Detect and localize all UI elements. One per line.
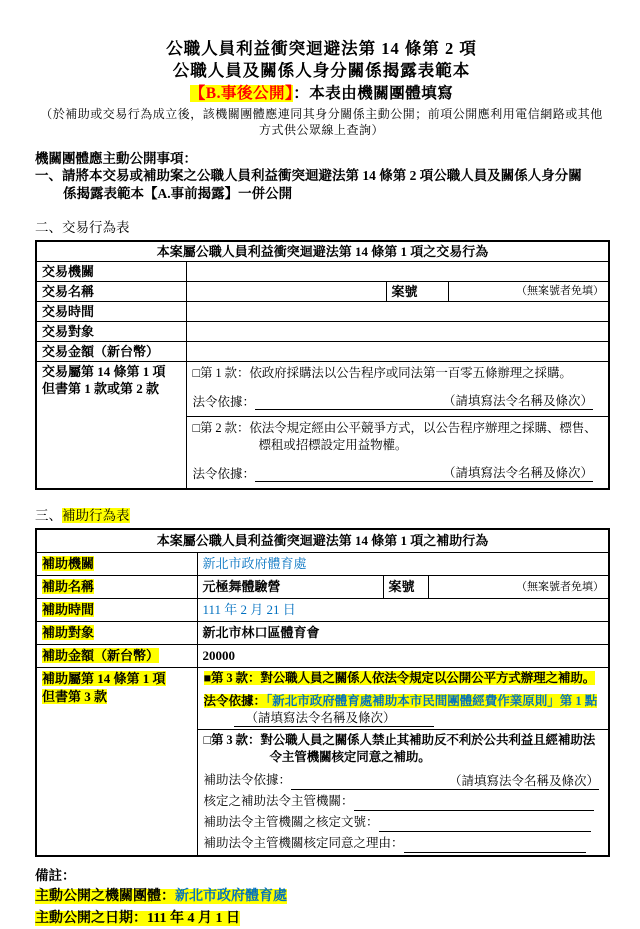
subsidy-option2-text: 第 3 款：對公職人員之關係人禁止其補助反不利於公共利益且經補助法令主管機關核定同意之補助。 — [210, 733, 596, 764]
law-basis-note: （請填寫法令名稱及條次） — [443, 394, 594, 408]
subsidy-clause-label — [36, 668, 197, 857]
subsidy-option1-text: 第 3 款：對公職人員之關係人依法令規定以公開公平方式辦理之補助。 — [210, 671, 596, 685]
blank-underline — [255, 465, 593, 482]
field-doc-no-label: 補助法令主管機關之核定文號： — [203, 815, 379, 829]
checkbox-empty-icon: □ — [192, 366, 200, 380]
subsidy-target-value: 新北市林口區體育會 — [197, 622, 609, 645]
disclosure-date-label: 主動公開之日期： — [35, 911, 147, 926]
field-reason-label: 補助法令主管機關核定同意之理由： — [203, 836, 404, 850]
disclosure-date-line — [35, 908, 608, 929]
section-subsidy-title: 補助行為表 — [62, 508, 130, 523]
subsidy-field-authority — [204, 792, 605, 811]
transaction-name-label: 交易名稱 — [36, 282, 186, 302]
phase-tag: 【B.事後公開】 — [189, 85, 294, 102]
transaction-clause-label-line1: 交易屬第 14 條第 1 項 — [42, 364, 166, 379]
blank-underline — [255, 393, 593, 410]
field-law-label: 補助法令依據： — [203, 773, 292, 787]
subsidy-time-label: 補助時間 — [36, 599, 197, 622]
subsidy-target-label: 補助對象 — [36, 622, 197, 645]
table-row — [36, 262, 609, 282]
table-row — [36, 599, 609, 622]
transaction-case-no-note: （無案號者免填） — [448, 282, 609, 302]
section-transaction-label — [35, 219, 608, 237]
law-basis-note: （請填寫法令名稱及條次） — [245, 711, 396, 725]
section-transaction-title: 交易行為表 — [62, 220, 130, 235]
subsidy-option2 — [204, 732, 605, 766]
subsidy-name-value: 元極舞體驗營 — [197, 576, 383, 599]
notice-item-1-number: 一、 — [35, 168, 62, 183]
transaction-option2-cell — [186, 417, 609, 490]
subsidy-option1-law-value: 「新北市政府體育處補助本市民間團體經費作業原則」第 1 點 — [266, 694, 598, 708]
transaction-clause-label-line2: 但書第 1 款或第 2 款 — [42, 381, 160, 396]
transaction-time-value — [186, 302, 609, 322]
transaction-case-no-label: 案號 — [386, 282, 448, 302]
subsidy-case-no-label: 案號 — [383, 576, 428, 599]
field-authority-label: 核定之補助法令主管機關： — [203, 794, 354, 808]
subsidy-clause-label-line2: 但書第 3 款 — [42, 689, 108, 704]
phase-desc: ：本表由機關團體填寫 — [293, 85, 454, 102]
disclosure-org-label: 主動公開之機關團體： — [35, 889, 175, 904]
transaction-target-label: 交易對象 — [36, 322, 186, 342]
table-row — [36, 553, 609, 576]
subsidy-option2-cell — [197, 730, 609, 857]
table-row — [36, 302, 609, 322]
subsidy-agency-label: 補助機關 — [36, 553, 197, 576]
transaction-table — [35, 240, 610, 490]
blank-underline — [404, 836, 586, 853]
transaction-clause-label — [36, 362, 186, 490]
transaction-amount-value — [186, 342, 609, 362]
footer-remarks — [35, 866, 608, 929]
subsidy-clause-label-line1: 補助屬第 14 條第 1 項 — [42, 671, 166, 686]
doc-subtitle-note: （於補助或交易行為成立後，該機關團體應連同其身分關係主動公開；前項公開應利用電信網路或其他方式供公眾線上查詢） — [40, 107, 603, 137]
blank-underline — [379, 815, 591, 832]
section-subsidy-number: 三、 — [35, 508, 62, 523]
subsidy-time-value: 111 年 2 月 21 日 — [197, 599, 609, 622]
blank-underline — [354, 794, 594, 811]
table-row — [36, 282, 609, 302]
table-row — [36, 576, 609, 599]
transaction-agency-label: 交易機關 — [36, 262, 186, 282]
subsidy-option1 — [204, 670, 605, 687]
table-row — [36, 362, 609, 417]
transaction-option2-law-line — [193, 465, 605, 482]
doc-phase-line — [35, 83, 608, 104]
section-subsidy-label — [35, 507, 608, 525]
law-basis-note: （請填寫法令名稱及條次） — [443, 466, 594, 480]
subsidy-name-label: 補助名稱 — [36, 576, 197, 599]
checkbox-empty-icon: □ — [203, 733, 211, 747]
doc-title-line1: 公職人員利益衝突迴避法第 14 條第 2 項 — [166, 39, 477, 58]
blank-underline — [234, 710, 434, 727]
transaction-option1-law-line — [193, 393, 605, 410]
subsidy-table — [35, 528, 610, 857]
notice-item-1-text: 請將本交易或補助案之公職人員利益衝突迴避法第 14 條第 2 項公職人員及關係人身分關係揭露表範本【A.事前揭露】一併公開 — [62, 168, 582, 201]
transaction-time-label: 交易時間 — [36, 302, 186, 322]
transaction-target-value — [186, 322, 609, 342]
transaction-agency-value — [186, 262, 609, 282]
notice-item-1 — [35, 167, 595, 202]
disclosure-org-line — [35, 886, 608, 907]
subsidy-agency-value: 新北市政府體育處 — [197, 553, 609, 576]
subsidy-amount-value: 20000 — [197, 645, 609, 668]
subsidy-case-no-note: （無案號者免填） — [428, 576, 609, 599]
table-row — [36, 342, 609, 362]
section-transaction-number: 二、 — [35, 220, 62, 235]
transaction-option1-cell — [186, 362, 609, 417]
table-row — [36, 322, 609, 342]
table-row — [36, 645, 609, 668]
subsidy-table-header: 本案屬公職人員利益衝突迴避法第 14 條第 1 項之補助行為 — [36, 529, 609, 553]
subsidy-option1-law-note-line — [234, 710, 605, 727]
transaction-option2-text: 第 2 款：依法令規定經由公平競爭方式，以公告程序辦理之採購、標售、標租或招標設定用益物權。 — [199, 421, 597, 452]
subsidy-field-law — [204, 771, 605, 790]
transaction-amount-label: 交易金額（新台幣） — [36, 342, 186, 362]
transaction-option1-text: 第 1 款：依政府採購法以公告程序或同法第一百零五條辦理之採購。 — [199, 366, 572, 380]
transaction-option1 — [193, 365, 605, 382]
transaction-option2 — [193, 420, 605, 454]
law-basis-label: 法令依據： — [192, 395, 256, 409]
transaction-name-value — [186, 282, 386, 302]
notice-heading: 機關團體應主動公開事項： — [35, 151, 197, 166]
law-basis-label: 法令依據： — [192, 467, 256, 481]
doc-title-line2: 公職人員及關係人身分關係揭露表範本 — [172, 61, 471, 80]
subsidy-field-reason — [204, 834, 605, 853]
disclosure-date-value: 111 年 4 月 1 日 — [147, 911, 240, 926]
law-basis-label: 法令依據： — [203, 694, 267, 708]
remark-label: 備註： — [35, 868, 76, 883]
subsidy-option1-law-line — [204, 693, 605, 709]
subsidy-field-doc-no — [204, 813, 605, 832]
subsidy-option1-cell — [197, 668, 609, 730]
table-row — [36, 622, 609, 645]
table-row — [36, 668, 609, 730]
blank-underline — [291, 773, 599, 790]
law-basis-note: （請填寫法令名稱及條次） — [449, 774, 600, 788]
checkbox-empty-icon: □ — [192, 421, 200, 435]
checkbox-checked-icon: ■ — [203, 671, 211, 685]
transaction-table-header: 本案屬公職人員利益衝突迴避法第 14 條第 1 項之交易行為 — [36, 241, 609, 262]
subsidy-amount-label: 補助金額（新台幣） — [36, 645, 197, 668]
disclosure-org-value: 新北市政府體育處 — [175, 889, 287, 904]
